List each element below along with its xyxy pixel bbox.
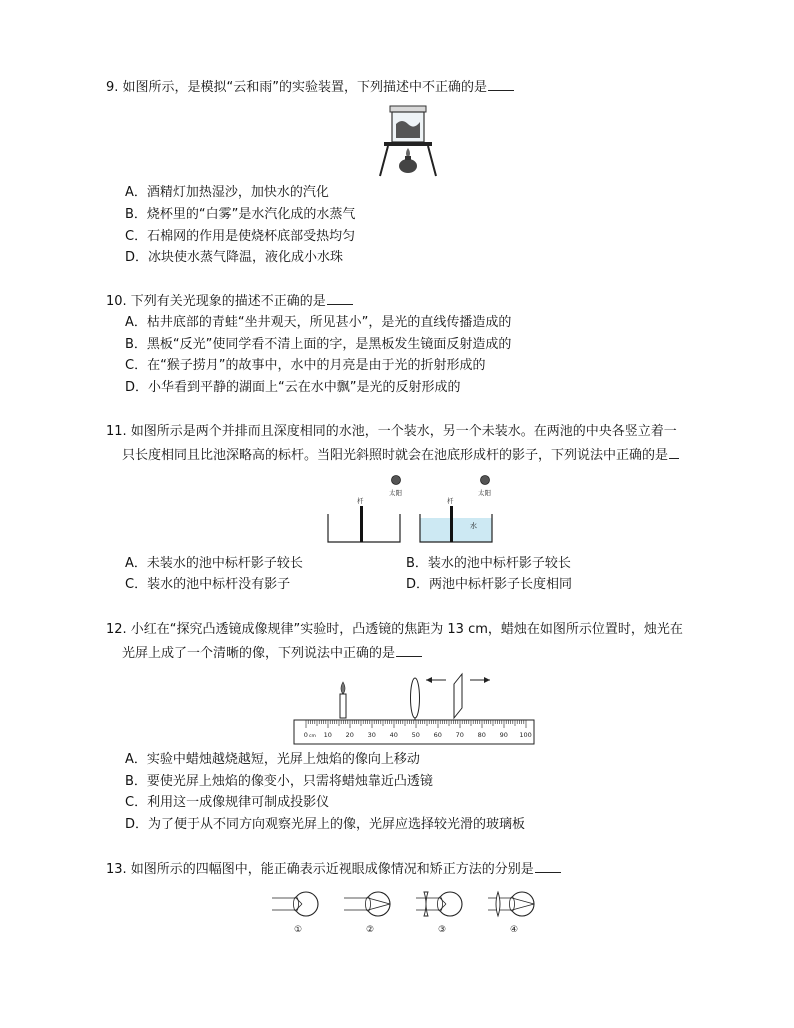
ruler-tick-label: 90 <box>499 731 508 739</box>
eye-diagram-4 <box>488 892 534 935</box>
q10-option-c: C．在“猴子捞月”的故事中，水中的月亮是由于光的折射形成的 <box>125 358 486 373</box>
ruler-tick-label: 20 <box>345 731 354 739</box>
q9-option-a: A．酒精灯加热湿沙，加快水的汽化 <box>125 185 329 200</box>
q11-option-a: A．未装水的池中标杆影子较长 <box>125 556 303 571</box>
ruler-tick-label: 60 <box>433 731 442 739</box>
q13-eye-diagrams-figure <box>272 884 556 938</box>
answer-blank <box>488 78 514 91</box>
ruler-tick-label: 0 <box>303 731 308 739</box>
arrow-right-icon <box>470 677 490 683</box>
q10-stem: 10. 下列有关光现象的描述不正确的是 <box>106 292 353 311</box>
water-label: 水 <box>470 522 477 530</box>
eye-diagram-1 <box>272 892 318 935</box>
q9-option-c: C．石棉网的作用是使烧杯底部受热均匀 <box>125 229 356 244</box>
ruler-tick-label: 30 <box>367 731 376 739</box>
q10-option-d: D．小华看到平静的湖面上“云在水中飘”是光的反射形成的 <box>125 380 461 395</box>
arrow-left-icon <box>426 677 446 683</box>
convex-lens-icon <box>411 678 420 720</box>
eye-diagram-2 <box>344 892 390 935</box>
q9-apparatus-figure <box>376 104 440 178</box>
q9-option-b: B．烧杯里的“白雾”是水汽化成的水蒸气 <box>125 207 356 222</box>
q11-stem-line2: 只长度相同且比池深略高的标杆。当阳光斜照时就会在池底形成杆的影子，下列说法中正确的是 <box>122 446 679 465</box>
q10-option-b: B．黑板“反光”使同学看不清上面的字，是黑板发生镜面反射造成的 <box>125 337 512 352</box>
q12-optical-bench-figure <box>290 666 538 746</box>
sun-icon <box>481 476 490 485</box>
q12-stem-line1: 12. 小红在“探究凸透镜成像规律”实验时，凸透镜的焦距为 13 cm，蜡烛在如图所示位置时，烛光在 <box>106 622 683 637</box>
pole-label-left: 杆 <box>357 497 364 505</box>
sun-icon <box>392 476 401 485</box>
eye-diagram-number: ④ <box>510 925 519 935</box>
answer-blank <box>327 292 353 305</box>
q9-option-d: D．冰块使水蒸气降温，液化成小水珠 <box>125 250 344 265</box>
q11-stem-line1: 11. 如图所示是两个并排而且深度相同的水池，一个装水，另一个未装水。在两池的中央各竖立着一 <box>106 424 677 439</box>
q11-option-b: B．装水的池中标杆影子较长 <box>406 556 571 571</box>
ruler-tick-label: 10 <box>323 731 332 739</box>
q11-option-c: C．装水的池中标杆没有影子 <box>125 577 291 592</box>
ruler-tick-label: 80 <box>477 731 486 739</box>
sun-label-left: 太阳 <box>389 489 402 497</box>
q9-stem: 9. 如图所示，是模拟“云和雨”的实验装置，下列描述中不正确的是 <box>106 78 514 97</box>
ruler-tick-label: 50 <box>411 731 420 739</box>
ruler-tick-label: 100 <box>519 731 532 739</box>
q12-option-a: A．实验中蜡烛越烧越短，光屏上烛焰的像向上移动 <box>125 752 420 767</box>
sun-label-right: 太阳 <box>478 489 491 497</box>
q13-stem: 13. 如图所示的四幅图中，能正确表示近视眼成像情况和矫正方法的分别是 <box>106 860 561 879</box>
eye-diagram-number: ① <box>294 925 303 935</box>
answer-blank <box>669 446 679 459</box>
q11-pools-figure <box>320 472 500 548</box>
pole-label-right: 杆 <box>447 497 454 505</box>
ruler-unit-label: cm <box>309 734 316 739</box>
light-screen-icon <box>454 674 462 718</box>
q12-option-d: D．为了便于从不同方向观察光屏上的像，光屏应选择较光滑的玻璃板 <box>125 817 526 832</box>
q12-option-b: B．要使光屏上烛焰的像变小，只需将蜡烛靠近凸透镜 <box>125 774 433 789</box>
candle-icon <box>340 682 346 718</box>
q12-option-c: C．利用这一成像规律可制成投影仪 <box>125 795 330 810</box>
q10-option-a: A．枯井底部的青蛙“坐井观天，所见甚小”，是光的直线传播造成的 <box>125 315 512 330</box>
q12-stem-line2: 光屏上成了一个清晰的像，下列说法中正确的是 <box>122 644 422 663</box>
ruler-tick-label: 70 <box>455 731 464 739</box>
answer-blank <box>535 860 561 873</box>
q11-option-d: D．两池中标杆影子长度相同 <box>406 577 573 592</box>
answer-blank <box>396 644 422 657</box>
ruler-tick-label: 40 <box>389 731 398 739</box>
eye-diagram-number: ② <box>366 925 375 935</box>
eye-diagram-number: ③ <box>438 925 447 935</box>
eye-diagram-3 <box>416 892 462 935</box>
